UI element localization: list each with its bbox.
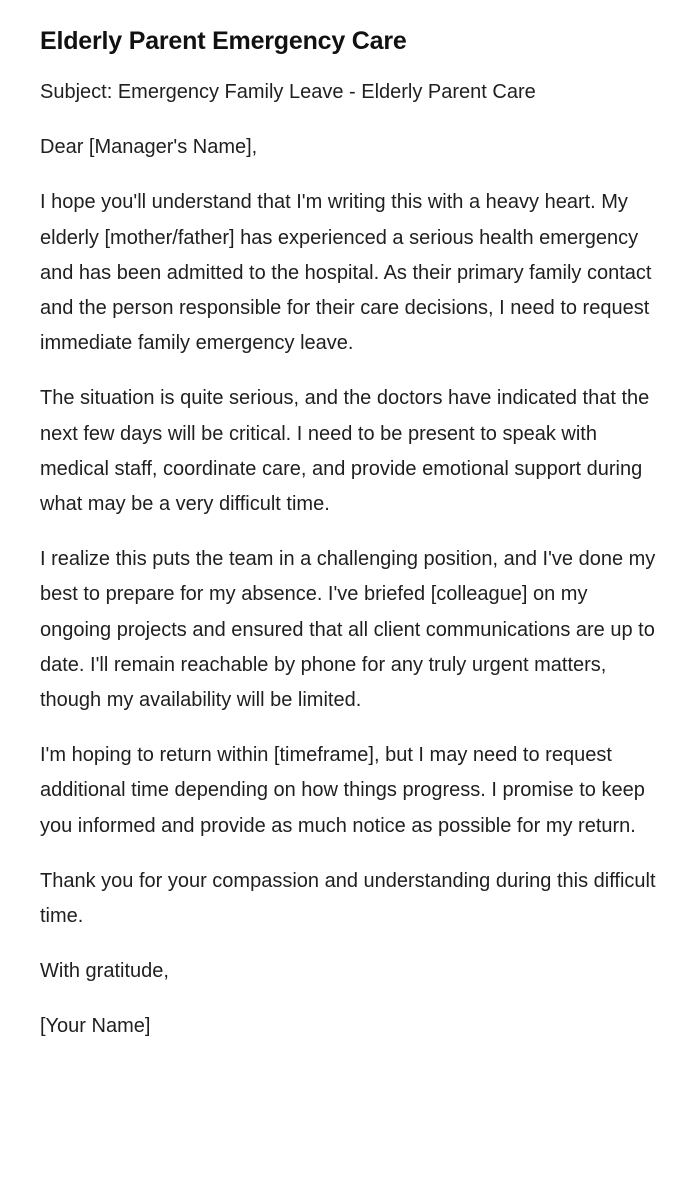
greeting: Dear [Manager's Name], bbox=[40, 136, 258, 159]
subject-line: Subject: Emergency Family Leave - Elderly Parent Care bbox=[40, 81, 536, 103]
body-paragraph-5: Thank you for your compassion and understanding during this difficult time. bbox=[40, 869, 656, 928]
closing-line: With gratitude, bbox=[40, 960, 169, 983]
page-title: Elderly Parent Emergency Care bbox=[40, 27, 407, 55]
body-paragraph-2: The situation is quite serious, and the doctors have indicated that the next few days will be critical. I need to be present to speak with medical staff, coordinate care, and provide emotional support during what may be a very difficult time. bbox=[40, 387, 650, 516]
body-paragraph-1: I hope you'll understand that I'm writing this with a heavy heart. My elderly [mother/father] has experienced a serious health emergency and has been admitted to the hospital. As their primary family contact and the person responsible for their care decisions, I need to request immediate family emergency leave. bbox=[40, 191, 652, 355]
body-paragraph-3: I realize this puts the team in a challenging position, and I've done my best to prepare for my absence. I've briefed [colleague] on my ongoing projects and ensured that all client communications are up to date. I'll remain reachable by phone for any truly urgent matters, though my availability will be limited. bbox=[40, 548, 656, 712]
body-paragraph-4: I'm hoping to return within [timeframe], but I may need to request additional time depending on how things progress. I promise to keep you informed and provide as much notice as possible for my return. bbox=[40, 744, 645, 837]
signature-placeholder: [Your Name] bbox=[40, 1015, 151, 1038]
